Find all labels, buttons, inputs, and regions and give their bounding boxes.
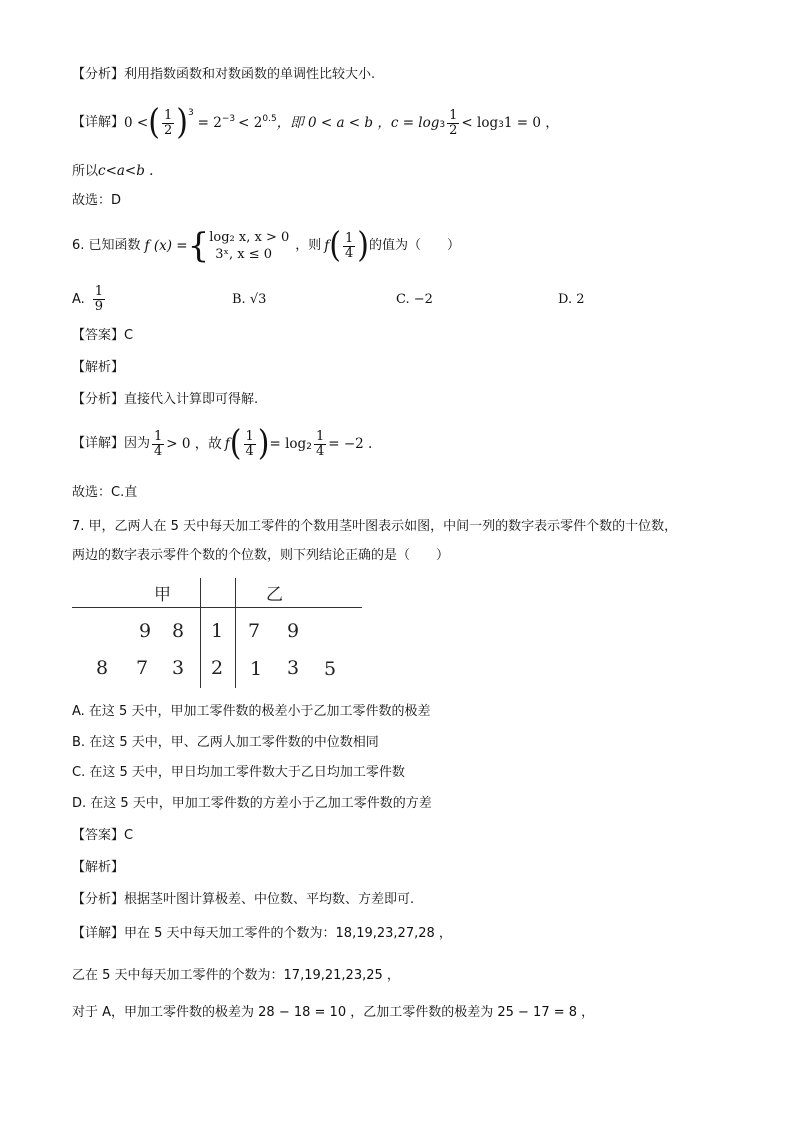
leaf: 8 — [172, 620, 185, 642]
fraction-quarter-3 — [314, 430, 326, 459]
leaf: 9 — [139, 620, 152, 642]
q6-analysis: 【分析】直接代入计算即可得解. — [72, 392, 259, 407]
q6-option-a — [72, 285, 107, 314]
stem: 2 — [211, 657, 224, 679]
right-paren: ) — [357, 225, 369, 266]
q6-explanation-tag: 【解析】 — [72, 360, 125, 375]
fraction-quarter — [152, 430, 164, 459]
q7-explanation-tag: 【解析】 — [72, 860, 125, 875]
q6-answer: 【答案】C — [72, 328, 134, 343]
question-6 — [72, 226, 460, 266]
divider-right — [235, 578, 236, 688]
detail-line-1 — [72, 102, 559, 143]
analysis-tag: 【分析】 — [72, 67, 125, 82]
conclusion-math: c<a<b . — [98, 163, 154, 179]
function-f: f — [224, 436, 230, 452]
numerator: 1 — [154, 428, 163, 444]
leaf: 5 — [324, 658, 337, 680]
q6-select: 故选：C.直 — [72, 485, 138, 500]
q7-option-a: A. 在这 5 天中，甲加工零件数的极差小于乙加工零件数的极差 — [72, 704, 431, 719]
left-brace: { — [187, 226, 210, 266]
denominator: 2 — [449, 122, 458, 138]
q6-option-c: C. −2 — [396, 292, 433, 307]
detail-tag: 【详解】因为 — [72, 436, 151, 451]
detail-tag: 【详解】 — [72, 115, 125, 130]
numerator: 1 — [163, 107, 173, 123]
left-paren: ( — [148, 102, 160, 143]
q6-option-d: D. 2 — [558, 292, 585, 307]
q7-detail-3: 对于 A，甲加工零件数的极差为 28 − 18 = 10 ，乙加工零件数的极差为 25 − 17 = 8 ， — [72, 1005, 595, 1020]
q7-option-d: D. 在这 5 天中，甲加工零件数的方差小于乙加工零件数的方差 — [72, 796, 432, 811]
math-text: 1 = 0 ， — [503, 115, 559, 131]
right-header: 乙 — [266, 585, 283, 605]
analysis-text: 利用指数函数和对数函数的单调性比较大小. — [124, 67, 376, 82]
fraction-half-2 — [447, 109, 459, 138]
math-text: > 0 ，故 — [166, 436, 222, 452]
left-paren: ( — [329, 225, 341, 266]
case-1: log₂ x, x > 0 — [209, 230, 290, 245]
denominator: 2 — [163, 122, 173, 138]
fraction-ninth — [93, 285, 105, 314]
question-7-line-1: 7. 甲，乙两人在 5 天中每天加工零件的个数用茎叶图表示如图，中间一列的数字表示零件个数的十位数， — [72, 519, 678, 534]
conclusion-text: 所以 — [72, 164, 99, 179]
numerator: 1 — [94, 284, 104, 299]
q7-option-b: B. 在这 5 天中，甲、乙两人加工零件数的中位数相同 — [72, 735, 379, 750]
select-text: 故选：D — [72, 193, 122, 208]
numerator: 1 — [449, 107, 458, 123]
analysis-line-1 — [72, 66, 375, 84]
question-7-line-2: 两边的数字表示零件个数的个位数，则下列结论正确的是（ ） — [72, 548, 450, 563]
denominator: 4 — [315, 443, 325, 459]
stem: 1 — [211, 620, 224, 642]
subscript: 2 — [306, 442, 312, 452]
subscript: 3 — [439, 120, 446, 130]
numerator: 1 — [344, 230, 354, 246]
answer-select-1 — [72, 192, 121, 210]
exponent: −3 — [221, 114, 236, 124]
q7-option-c: C. 在这 5 天中，甲日均加工零件数大于乙日均加工零件数 — [72, 765, 405, 780]
conclusion-line — [72, 162, 153, 181]
left-paren: ( — [229, 423, 242, 464]
header-rule — [72, 607, 362, 608]
leaf: 9 — [287, 620, 300, 642]
math-text: 0 < — [124, 115, 149, 131]
question-6-stem: 6. 已知函数 — [72, 238, 141, 253]
q7-detail-1: 【详解】甲在 5 天中每天加工零件的个数为：18,19,23,27,28 ， — [72, 926, 452, 941]
q7-detail-2: 乙在 5 天中每天加工零件的个数为：17,19,21,23,25 ， — [72, 968, 400, 983]
math-text: < log — [461, 115, 499, 131]
leaf: 3 — [287, 657, 300, 679]
right-paren: ) — [176, 102, 188, 143]
option-label: A. — [72, 292, 85, 307]
fraction-quarter-2 — [244, 430, 256, 459]
q7-analysis: 【分析】根据茎叶图计算极差、中位数、平均数、方差即可. — [72, 892, 415, 907]
q7-answer: 【答案】C — [72, 828, 134, 843]
function-f: f — [324, 238, 330, 254]
left-header: 甲 — [154, 585, 171, 605]
math-text: < 2 — [238, 115, 263, 131]
right-paren: ) — [257, 423, 270, 464]
denominator: 4 — [344, 245, 354, 261]
numerator: 1 — [245, 428, 254, 444]
denominator: 4 — [245, 443, 254, 459]
denominator: 9 — [94, 299, 104, 314]
leaf: 8 — [96, 657, 109, 679]
leaf: 3 — [172, 657, 185, 679]
then-text: ，则 — [295, 238, 322, 253]
function-label: f (x) = — [144, 238, 188, 254]
exponent: 0.5 — [262, 114, 277, 124]
denominator: 4 — [154, 443, 163, 459]
leaf: 1 — [250, 658, 263, 680]
question-6-tail: 的值为（ ） — [368, 238, 460, 253]
leaf: 7 — [248, 620, 261, 642]
q6-detail — [72, 424, 372, 464]
exponent: 3 — [187, 108, 194, 118]
numerator: 1 — [315, 428, 325, 444]
math-text: ，即 0 < a < b ，c = log — [276, 115, 440, 131]
case-2: 3ˣ, x ≤ 0 — [215, 247, 273, 262]
math-text: = log — [269, 436, 307, 452]
fraction-quarter — [343, 232, 355, 261]
leaf: 7 — [136, 657, 149, 679]
fraction-half — [162, 109, 174, 138]
subscript: 3 — [498, 120, 504, 130]
q6-option-b: B. √3 — [232, 292, 267, 307]
piecewise-cases — [209, 229, 289, 263]
math-text: = 2 — [197, 115, 222, 131]
divider-left — [200, 578, 201, 688]
math-text: = −2 . — [328, 436, 373, 452]
